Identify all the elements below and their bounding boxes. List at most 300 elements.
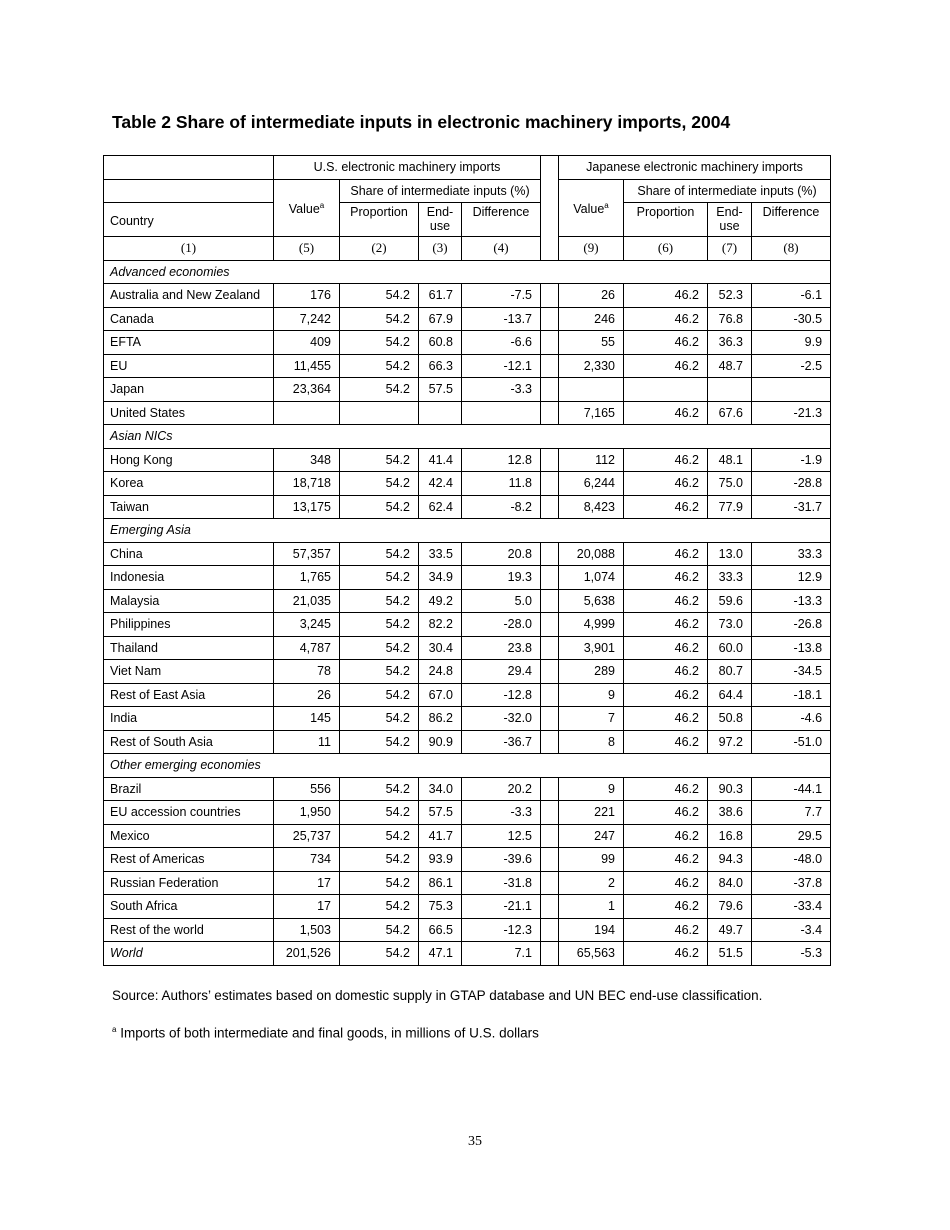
us-value-cell: 23,364 [274, 378, 340, 402]
us-difference-cell: 7.1 [462, 942, 541, 966]
jp-proportion-cell: 46.2 [624, 707, 708, 731]
us-proportion-cell: 54.2 [340, 683, 419, 707]
us-proportion-cell: 54.2 [340, 472, 419, 496]
jp-proportion-header: Proportion [624, 203, 708, 237]
country-cell: Hong Kong [104, 448, 274, 472]
jp-difference-cell: -21.3 [752, 401, 831, 425]
col-number: (2) [340, 237, 419, 261]
table-row [104, 871, 831, 895]
country-cell: Canada [104, 307, 274, 331]
us-value-cell: 25,737 [274, 824, 340, 848]
header-blank [104, 179, 274, 203]
us-end-use-cell: 93.9 [419, 848, 462, 872]
us-end-use-cell: 86.1 [419, 871, 462, 895]
jp-value-cell: 6,244 [559, 472, 624, 496]
us-proportion-cell: 54.2 [340, 613, 419, 637]
jp-value-cell: 8 [559, 730, 624, 754]
us-proportion-cell: 54.2 [340, 777, 419, 801]
country-cell: Mexico [104, 824, 274, 848]
jp-end-use-cell: 75.0 [708, 472, 752, 496]
us-share-header: Share of intermediate inputs (%) [340, 179, 541, 203]
us-proportion-cell: 54.2 [340, 495, 419, 519]
us-proportion-cell: 54.2 [340, 542, 419, 566]
us-difference-cell: -3.3 [462, 378, 541, 402]
jp-value-cell: 221 [559, 801, 624, 825]
jp-group-header: Japanese electronic machinery imports [559, 156, 831, 180]
us-proportion-cell: 54.2 [340, 660, 419, 684]
section-heading: Emerging Asia [104, 519, 831, 543]
us-end-use-cell: 57.5 [419, 378, 462, 402]
us-end-use-cell: 82.2 [419, 613, 462, 637]
us-end-use-cell: 57.5 [419, 801, 462, 825]
column-gap [541, 401, 559, 425]
us-difference-cell: -6.6 [462, 331, 541, 355]
country-cell: Rest of the world [104, 918, 274, 942]
us-difference-cell: -21.1 [462, 895, 541, 919]
table-row [104, 354, 831, 378]
jp-end-use-cell: 48.7 [708, 354, 752, 378]
jp-proportion-cell: 46.2 [624, 566, 708, 590]
jp-difference-cell: 33.3 [752, 542, 831, 566]
jp-proportion-cell: 46.2 [624, 683, 708, 707]
jp-value-cell: 1,074 [559, 566, 624, 590]
us-difference-cell: 29.4 [462, 660, 541, 684]
us-difference-cell: 12.5 [462, 824, 541, 848]
us-end-use-cell: 30.4 [419, 636, 462, 660]
jp-difference-cell: 12.9 [752, 566, 831, 590]
table-row [104, 472, 831, 496]
jp-difference-cell: -3.4 [752, 918, 831, 942]
us-proportion-cell: 54.2 [340, 730, 419, 754]
table-title: Table 2 Share of intermediate inputs in electronic machinery imports, 2004 [112, 112, 731, 132]
us-end-use-cell: 66.3 [419, 354, 462, 378]
table-row [104, 495, 831, 519]
us-difference-cell: -12.8 [462, 683, 541, 707]
us-proportion-cell: 54.2 [340, 284, 419, 308]
us-difference-cell: 20.2 [462, 777, 541, 801]
us-end-use-cell: 61.7 [419, 284, 462, 308]
us-proportion-cell: 54.2 [340, 848, 419, 872]
footnote-marker: a [112, 1025, 117, 1034]
jp-share-header: Share of intermediate inputs (%) [624, 179, 831, 203]
us-end-use-cell: 60.8 [419, 331, 462, 355]
jp-value-cell: 7 [559, 707, 624, 731]
us-difference-header: Difference [462, 203, 541, 237]
section-row [104, 425, 831, 449]
section-row [104, 519, 831, 543]
jp-value-cell: 2,330 [559, 354, 624, 378]
jp-difference-cell: -44.1 [752, 777, 831, 801]
jp-end-use-cell: 94.3 [708, 848, 752, 872]
table-row [104, 777, 831, 801]
us-proportion-cell: 54.2 [340, 636, 419, 660]
us-value-cell: 11 [274, 730, 340, 754]
jp-proportion-cell: 46.2 [624, 636, 708, 660]
footnote [112, 1025, 539, 1041]
table-row [104, 730, 831, 754]
table-row [104, 613, 831, 637]
table-row [104, 542, 831, 566]
us-value-cell: 17 [274, 871, 340, 895]
country-cell: World [104, 942, 274, 966]
us-end-use-cell: 34.9 [419, 566, 462, 590]
us-difference-cell: -13.7 [462, 307, 541, 331]
column-gap [541, 354, 559, 378]
us-value-cell: 176 [274, 284, 340, 308]
country-cell: Rest of East Asia [104, 683, 274, 707]
jp-difference-cell: -48.0 [752, 848, 831, 872]
jp-value-cell: 289 [559, 660, 624, 684]
jp-end-use-cell: 38.6 [708, 801, 752, 825]
us-difference-cell: -3.3 [462, 801, 541, 825]
jp-difference-cell: 9.9 [752, 331, 831, 355]
us-difference-cell: -12.3 [462, 918, 541, 942]
jp-value-cell: 1 [559, 895, 624, 919]
us-value-cell: 18,718 [274, 472, 340, 496]
country-cell: Malaysia [104, 589, 274, 613]
header-blank [104, 156, 274, 180]
jp-difference-cell: -34.5 [752, 660, 831, 684]
us-end-use-cell: 90.9 [419, 730, 462, 754]
table-row [104, 589, 831, 613]
jp-proportion-cell: 46.2 [624, 942, 708, 966]
us-difference-cell: 20.8 [462, 542, 541, 566]
jp-difference-cell: -37.8 [752, 871, 831, 895]
us-proportion-cell: 54.2 [340, 918, 419, 942]
us-value-cell: 26 [274, 683, 340, 707]
jp-end-use-cell: 79.6 [708, 895, 752, 919]
us-end-use-cell: 86.2 [419, 707, 462, 731]
us-end-use-header: End-use [419, 203, 462, 237]
jp-value-cell: 7,165 [559, 401, 624, 425]
jp-value-cell: 20,088 [559, 542, 624, 566]
table-header [104, 156, 831, 261]
jp-difference-cell: -26.8 [752, 613, 831, 637]
column-gap [541, 801, 559, 825]
jp-proportion-cell [624, 378, 708, 402]
jp-end-use-cell: 36.3 [708, 331, 752, 355]
us-proportion-cell [340, 401, 419, 425]
column-gap [541, 566, 559, 590]
us-difference-cell: -12.1 [462, 354, 541, 378]
us-proportion-cell: 54.2 [340, 354, 419, 378]
jp-proportion-cell: 46.2 [624, 895, 708, 919]
us-difference-cell [462, 401, 541, 425]
us-difference-cell: 12.8 [462, 448, 541, 472]
country-cell: Philippines [104, 613, 274, 637]
us-end-use-cell: 42.4 [419, 472, 462, 496]
jp-value-cell: 247 [559, 824, 624, 848]
us-group-header: U.S. electronic machinery imports [274, 156, 541, 180]
country-cell: China [104, 542, 274, 566]
us-difference-cell: -8.2 [462, 495, 541, 519]
us-end-use-cell: 62.4 [419, 495, 462, 519]
section-heading: Advanced economies [104, 260, 831, 284]
country-cell: Thailand [104, 636, 274, 660]
jp-difference-cell: -4.6 [752, 707, 831, 731]
jp-value-cell: 2 [559, 871, 624, 895]
section-heading: Asian NICs [104, 425, 831, 449]
us-value-cell [274, 401, 340, 425]
jp-end-use-cell: 67.6 [708, 401, 752, 425]
column-gap [541, 156, 559, 261]
country-cell: South Africa [104, 895, 274, 919]
us-proportion-cell: 54.2 [340, 307, 419, 331]
jp-proportion-cell: 46.2 [624, 589, 708, 613]
table-row [104, 331, 831, 355]
jp-end-use-header: End-use [708, 203, 752, 237]
jp-proportion-cell: 46.2 [624, 660, 708, 684]
column-gap [541, 895, 559, 919]
us-value-cell: 145 [274, 707, 340, 731]
us-difference-cell: 5.0 [462, 589, 541, 613]
column-gap [541, 848, 559, 872]
us-value-cell: 409 [274, 331, 340, 355]
col-number: (6) [624, 237, 708, 261]
us-difference-cell: 11.8 [462, 472, 541, 496]
jp-end-use-cell [708, 378, 752, 402]
country-cell: Rest of Americas [104, 848, 274, 872]
us-difference-cell: -31.8 [462, 871, 541, 895]
jp-difference-cell: -2.5 [752, 354, 831, 378]
us-end-use-cell: 34.0 [419, 777, 462, 801]
table-row [104, 848, 831, 872]
column-gap [541, 495, 559, 519]
table-row [104, 448, 831, 472]
table-row [104, 566, 831, 590]
country-cell: United States [104, 401, 274, 425]
jp-end-use-cell: 97.2 [708, 730, 752, 754]
jp-end-use-cell: 50.8 [708, 707, 752, 731]
table-row [104, 895, 831, 919]
source-note: Source: Authors’ estimates based on domestic supply in GTAP database and UN BEC end-use classification. [112, 988, 763, 1003]
jp-end-use-cell: 60.0 [708, 636, 752, 660]
us-value-cell: 348 [274, 448, 340, 472]
us-value-cell: 21,035 [274, 589, 340, 613]
us-value-cell: 11,455 [274, 354, 340, 378]
country-cell: Japan [104, 378, 274, 402]
us-proportion-cell: 54.2 [340, 824, 419, 848]
column-gap [541, 589, 559, 613]
jp-proportion-cell: 46.2 [624, 824, 708, 848]
jp-end-use-cell: 13.0 [708, 542, 752, 566]
column-gap [541, 707, 559, 731]
table-row [104, 683, 831, 707]
jp-difference-cell: -13.8 [752, 636, 831, 660]
table-row [104, 401, 831, 425]
table-row [104, 824, 831, 848]
country-cell: Indonesia [104, 566, 274, 590]
jp-value-cell: 65,563 [559, 942, 624, 966]
us-difference-cell: -32.0 [462, 707, 541, 731]
section-row [104, 260, 831, 284]
column-gap [541, 824, 559, 848]
table-row [104, 707, 831, 731]
jp-end-use-cell: 84.0 [708, 871, 752, 895]
country-cell: Viet Nam [104, 660, 274, 684]
jp-difference-header: Difference [752, 203, 831, 237]
jp-difference-cell: -1.9 [752, 448, 831, 472]
jp-difference-cell: -6.1 [752, 284, 831, 308]
us-difference-cell: 23.8 [462, 636, 541, 660]
country-cell: EU accession countries [104, 801, 274, 825]
col-number: (9) [559, 237, 624, 261]
column-gap [541, 942, 559, 966]
jp-value-cell: 9 [559, 683, 624, 707]
column-gap [541, 448, 559, 472]
jp-end-use-cell: 90.3 [708, 777, 752, 801]
section-heading: Other emerging economies [104, 754, 831, 778]
jp-value-cell: 194 [559, 918, 624, 942]
jp-value-cell: 55 [559, 331, 624, 355]
us-difference-cell: 19.3 [462, 566, 541, 590]
column-gap [541, 777, 559, 801]
us-value-cell: 4,787 [274, 636, 340, 660]
country-cell: Russian Federation [104, 871, 274, 895]
jp-difference-cell: -5.3 [752, 942, 831, 966]
us-end-use-cell [419, 401, 462, 425]
us-proportion-cell: 54.2 [340, 895, 419, 919]
jp-difference-cell: 7.7 [752, 801, 831, 825]
us-value-cell: 13,175 [274, 495, 340, 519]
us-end-use-cell: 24.8 [419, 660, 462, 684]
world-row [104, 942, 831, 966]
jp-proportion-cell: 46.2 [624, 918, 708, 942]
jp-end-use-cell: 64.4 [708, 683, 752, 707]
jp-proportion-cell: 46.2 [624, 848, 708, 872]
us-proportion-cell: 54.2 [340, 942, 419, 966]
header-row-share [104, 179, 831, 203]
jp-end-use-cell: 16.8 [708, 824, 752, 848]
footnote-text: Imports of both intermediate and final goods, in millions of U.S. dollars [116, 1025, 539, 1041]
jp-value-cell: 4,999 [559, 613, 624, 637]
jp-end-use-cell: 51.5 [708, 942, 752, 966]
country-cell: Taiwan [104, 495, 274, 519]
jp-end-use-cell: 80.7 [708, 660, 752, 684]
us-difference-cell: -39.6 [462, 848, 541, 872]
jp-end-use-cell: 52.3 [708, 284, 752, 308]
us-difference-cell: -36.7 [462, 730, 541, 754]
country-cell: Brazil [104, 777, 274, 801]
country-header: Country [104, 203, 274, 237]
us-proportion-cell: 54.2 [340, 448, 419, 472]
us-proportion-cell: 54.2 [340, 378, 419, 402]
us-value-cell: 1,503 [274, 918, 340, 942]
us-value-cell: 201,526 [274, 942, 340, 966]
us-proportion-cell: 54.2 [340, 871, 419, 895]
us-proportion-cell: 54.2 [340, 566, 419, 590]
jp-value-cell: 112 [559, 448, 624, 472]
jp-value-cell: 99 [559, 848, 624, 872]
jp-difference-cell: -51.0 [752, 730, 831, 754]
jp-end-use-cell: 48.1 [708, 448, 752, 472]
col-number: (3) [419, 237, 462, 261]
header-row-columns [104, 203, 831, 237]
us-value-cell: 57,357 [274, 542, 340, 566]
us-value-cell: 734 [274, 848, 340, 872]
col-number: (4) [462, 237, 541, 261]
jp-proportion-cell: 46.2 [624, 448, 708, 472]
jp-difference-cell [752, 378, 831, 402]
table-row [104, 378, 831, 402]
jp-value-cell [559, 378, 624, 402]
jp-proportion-cell: 46.2 [624, 613, 708, 637]
us-proportion-cell: 54.2 [340, 707, 419, 731]
us-value-cell: 78 [274, 660, 340, 684]
us-value-cell: 1,765 [274, 566, 340, 590]
jp-value-cell: 3,901 [559, 636, 624, 660]
jp-proportion-cell: 46.2 [624, 730, 708, 754]
us-end-use-cell: 47.1 [419, 942, 462, 966]
jp-value-header: Value$^a$ [559, 179, 624, 237]
column-gap [541, 378, 559, 402]
jp-end-use-cell: 73.0 [708, 613, 752, 637]
jp-end-use-cell: 59.6 [708, 589, 752, 613]
jp-end-use-cell: 76.8 [708, 307, 752, 331]
us-value-header: Value$^a$ [274, 179, 340, 237]
column-gap [541, 871, 559, 895]
jp-proportion-cell: 46.2 [624, 871, 708, 895]
table-body [104, 260, 831, 965]
jp-end-use-cell: 77.9 [708, 495, 752, 519]
column-gap [541, 331, 559, 355]
header-row-groups [104, 156, 831, 180]
jp-proportion-cell: 46.2 [624, 542, 708, 566]
section-row [104, 754, 831, 778]
table-row [104, 284, 831, 308]
us-proportion-cell: 54.2 [340, 331, 419, 355]
country-cell: EFTA [104, 331, 274, 355]
country-cell: Rest of South Asia [104, 730, 274, 754]
us-difference-cell: -28.0 [462, 613, 541, 637]
jp-value-cell: 246 [559, 307, 624, 331]
country-cell: Australia and New Zealand [104, 284, 274, 308]
page-number: 35 [468, 1134, 482, 1149]
col-number: (5) [274, 237, 340, 261]
us-value-cell: 556 [274, 777, 340, 801]
us-proportion-header: Proportion [340, 203, 419, 237]
us-value-cell: 3,245 [274, 613, 340, 637]
jp-value-cell: 26 [559, 284, 624, 308]
data-table [103, 155, 831, 966]
us-end-use-cell: 67.0 [419, 683, 462, 707]
jp-difference-cell: -31.7 [752, 495, 831, 519]
jp-proportion-cell: 46.2 [624, 801, 708, 825]
jp-proportion-cell: 46.2 [624, 331, 708, 355]
us-value-cell: 7,242 [274, 307, 340, 331]
jp-difference-cell: -13.3 [752, 589, 831, 613]
column-gap [541, 613, 559, 637]
jp-value-cell: 8,423 [559, 495, 624, 519]
us-proportion-cell: 54.2 [340, 589, 419, 613]
jp-proportion-cell: 46.2 [624, 777, 708, 801]
us-value-cell: 17 [274, 895, 340, 919]
column-gap [541, 636, 559, 660]
jp-value-cell: 9 [559, 777, 624, 801]
col-number: (8) [752, 237, 831, 261]
jp-proportion-cell: 46.2 [624, 307, 708, 331]
table-row [104, 636, 831, 660]
us-end-use-cell: 41.4 [419, 448, 462, 472]
us-end-use-cell: 41.7 [419, 824, 462, 848]
jp-proportion-cell: 46.2 [624, 354, 708, 378]
us-end-use-cell: 33.5 [419, 542, 462, 566]
jp-proportion-cell: 46.2 [624, 495, 708, 519]
column-gap [541, 918, 559, 942]
column-gap [541, 730, 559, 754]
table-row [104, 801, 831, 825]
col-number: (7) [708, 237, 752, 261]
